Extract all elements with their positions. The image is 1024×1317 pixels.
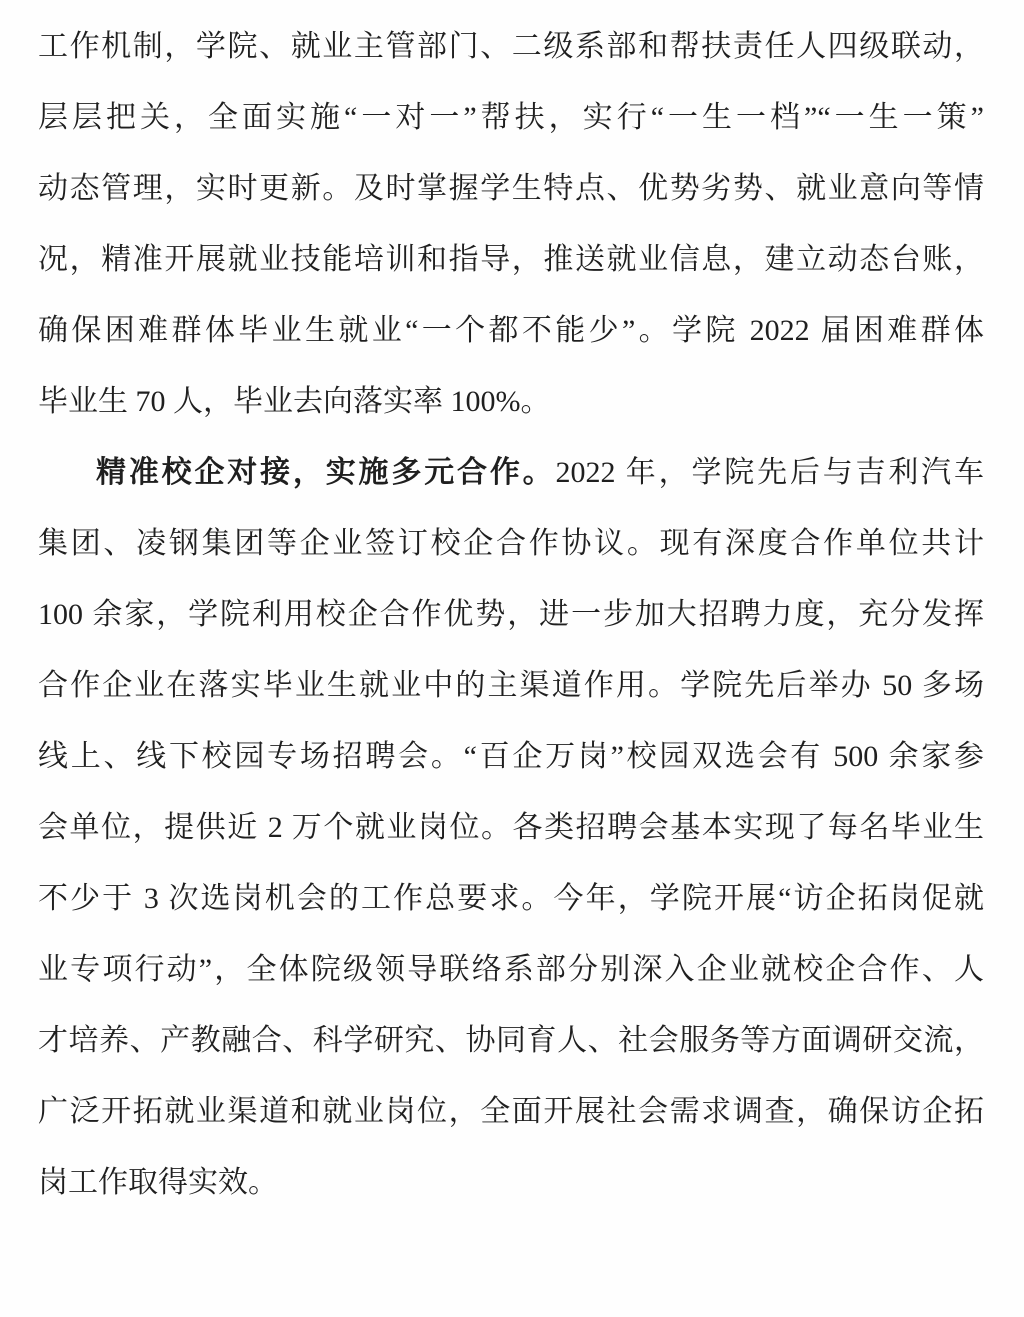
text-line: 况，精准开展就业技能培训和指导，推送就业信息，建立动态台账，: [38, 243, 984, 276]
text-line: 工作机制，学院、就业主管部门、二级系部和帮扶责任人四级联动，: [38, 30, 984, 63]
text-line: 动态管理，实时更新。及时掌握学生特点、优势劣势、就业意向等情: [38, 172, 984, 205]
text-line: 集团、凌钢集团等企业签订校企合作协议。现有深度合作单位共计: [38, 527, 984, 560]
text-line: 会单位，提供近 2 万个就业岗位。各类招聘会基本实现了每名毕业生: [38, 811, 984, 844]
text-line: [38, 437, 984, 508]
text-line: 毕业生 70 人，毕业去向落实率 100%。: [38, 385, 551, 418]
text-line: 广泛开拓就业渠道和就业岗位，全面开展社会需求调查，确保访企拓: [38, 1095, 984, 1128]
paragraph-lead-bold: 精准校企对接，实施多元合作。: [96, 456, 556, 489]
paragraph-lead-rest: 2022 年，学院先后与吉利汽车: [555, 456, 984, 489]
text-line: 合作企业在落实毕业生就业中的主渠道作用。学院先后举办 50 多场: [38, 669, 984, 702]
text-line: 业专项行动”，全体院级领导联络系部分别深入企业就校企合作、人: [38, 953, 984, 986]
text-line: 才培养、产教融合、科学研究、协同育人、社会服务等方面调研交流，: [38, 1024, 984, 1057]
text-line: 确保困难群体毕业生就业“一个都不能少”。学院 2022 届困难群体: [38, 314, 984, 347]
text-line: 线上、线下校园专场招聘会。“百企万岗”校园双选会有 500 余家参: [38, 740, 984, 773]
text-line: 不少于 3 次选岗机会的工作总要求。今年，学院开展“访企拓岗促就: [38, 882, 984, 915]
text-line: 100 余家，学院利用校企合作优势，进一步加大招聘力度，充分发挥: [38, 598, 984, 631]
text-line: 层层把关，全面实施“一对一”帮扶，实行“一生一档”“一生一策”: [38, 101, 984, 134]
text-line: 岗工作取得实效。: [38, 1166, 278, 1199]
